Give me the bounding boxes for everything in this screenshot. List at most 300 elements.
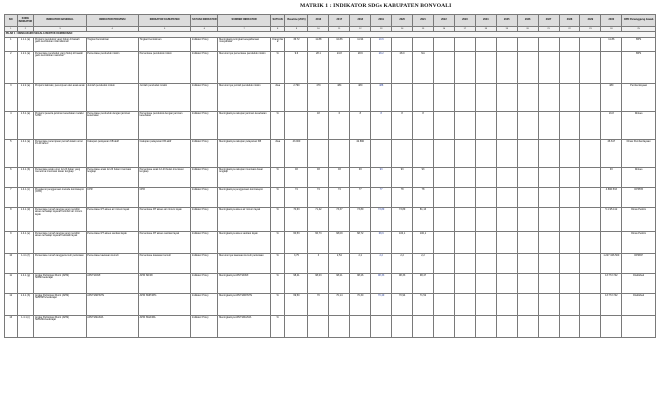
regency-indicator: Persentase RT akses sanitasi layak	[138, 232, 190, 254]
value-cell: 484	[329, 84, 350, 112]
indicator-source: Meningkatnya akses air minum layak	[218, 208, 270, 232]
value-cell: 2,2	[413, 254, 434, 274]
value-cell	[475, 38, 496, 52]
column-number: 3	[34, 27, 86, 32]
value-cell	[517, 316, 538, 338]
value-cell: 93	[371, 168, 392, 188]
column-header: 2030	[601, 15, 622, 27]
column-header: 2026	[517, 15, 538, 27]
national-indicator: Persentase rumah tangga kumuh perkotaan	[34, 254, 86, 274]
table-row	[5, 232, 656, 254]
value-cell	[580, 188, 601, 208]
national-indicator: Persentase perempuan pernah kawin umur 15-49 tahun	[34, 140, 86, 168]
value-cell	[454, 274, 475, 294]
value-cell	[496, 168, 517, 188]
value-cell	[454, 112, 475, 140]
value-cell	[392, 316, 413, 338]
value-cell	[538, 112, 559, 140]
value-cell	[538, 84, 559, 112]
table-row	[5, 84, 656, 112]
indicator-unit: Indikator Proxy	[191, 188, 218, 208]
value-cell	[580, 316, 601, 338]
value-cell: 13.772.742	[601, 294, 622, 316]
value-cell: 77	[371, 188, 392, 208]
value-cell	[517, 274, 538, 294]
responsible-agency: Disdikbud	[622, 274, 656, 294]
column-number: 20	[517, 27, 538, 32]
value-cell	[559, 168, 580, 188]
value-cell	[475, 84, 496, 112]
value-cell	[475, 208, 496, 232]
value-cell	[496, 316, 517, 338]
table-row	[5, 274, 656, 294]
value-cell: 8	[392, 112, 413, 140]
value-cell	[559, 52, 580, 84]
value-cell: 13.772.742	[601, 274, 622, 294]
value-cell	[538, 294, 559, 316]
value-cell	[538, 188, 559, 208]
province-indicator: APM SMA/MA	[86, 316, 138, 338]
value-cell	[433, 294, 454, 316]
value-cell	[559, 232, 580, 254]
responsible-agency: Pemberdayaan	[622, 84, 656, 112]
value-cell	[475, 316, 496, 338]
value-cell	[559, 112, 580, 140]
indicator-unit: Indikator Proxy	[191, 140, 218, 168]
column-number: 2	[17, 27, 34, 32]
value-cell: 98,41	[285, 274, 308, 294]
unit-value: %	[270, 188, 285, 208]
value-cell	[559, 84, 580, 112]
value-cell	[559, 140, 580, 168]
column-number: 7	[218, 27, 270, 32]
table-row	[5, 140, 656, 168]
indicator-unit: Indikator Proxy	[191, 232, 218, 254]
value-cell: 2,2	[350, 254, 371, 274]
value-cell: 81,13	[413, 208, 434, 232]
column-header: NO	[5, 15, 18, 27]
value-cell	[433, 140, 454, 168]
value-cell	[371, 140, 392, 168]
indicator-code: 1.2.2.(a)	[17, 84, 34, 112]
value-cell	[433, 38, 454, 52]
value-cell	[454, 208, 475, 232]
responsible-agency: Dinkes	[622, 168, 656, 188]
column-header: SATUAN	[270, 15, 285, 27]
indicator-code: 1.4.1.(g)	[17, 274, 34, 294]
value-cell: 24.8	[329, 52, 350, 84]
responsible-agency: BPS	[622, 52, 656, 84]
responsible-agency: Dinas Perkim	[622, 232, 656, 254]
value-cell: 3	[308, 254, 329, 274]
column-header: 2029	[580, 15, 601, 27]
national-indicator: Proporsi penduduk yang hidup di bawah garis kemiskinan internasional	[34, 38, 86, 52]
indicator-source: Menurunnya jumlah penduduk miskin	[218, 84, 270, 112]
value-cell: 98,33	[371, 274, 392, 294]
value-cell: 46.617	[601, 140, 622, 168]
responsible-agency: DPRKP	[622, 254, 656, 274]
section-title: PILAR 1 : MENGAKHIRI SEGALA BENTUK KEMISKINAN	[5, 32, 656, 38]
value-cell: 3,75	[285, 254, 308, 274]
indicator-source: Meningkatnya cakupan imunisasi dasar lengkap	[218, 168, 270, 188]
table-row	[5, 254, 656, 274]
national-indicator: Proporsi laki-laki, perempuan dan anak-anak	[34, 84, 86, 112]
value-cell	[475, 188, 496, 208]
column-header: 2028	[559, 15, 580, 27]
value-cell	[496, 188, 517, 208]
value-cell: 9.6	[285, 52, 308, 84]
indicator-code: 1.4.1.(i)	[17, 316, 34, 338]
unit-value: %	[270, 232, 285, 254]
province-indicator: Persentase RT akses sanitasi layak	[86, 232, 138, 254]
value-cell	[413, 140, 434, 168]
value-cell	[517, 38, 538, 52]
responsible-agency	[622, 316, 656, 338]
indicator-code: 1.4.1.(f)	[17, 254, 34, 274]
column-number: 19	[496, 27, 517, 32]
value-cell	[538, 140, 559, 168]
row-number: 9	[5, 232, 18, 254]
table-row	[5, 38, 656, 52]
value-cell	[433, 208, 454, 232]
column-header: SUMBER INDIKATOR	[218, 15, 270, 27]
value-cell	[496, 294, 517, 316]
province-indicator: APM SD/MI	[86, 274, 138, 294]
value-cell	[517, 140, 538, 168]
value-cell	[580, 112, 601, 140]
value-cell	[433, 168, 454, 188]
value-cell: 10.6	[371, 38, 392, 52]
indicator-code: 1.4.1.(b)	[17, 168, 34, 188]
province-indicator: CPR	[86, 188, 138, 208]
value-cell: 2,2	[392, 254, 413, 274]
value-cell	[454, 294, 475, 316]
row-number: 1	[5, 38, 18, 52]
national-indicator: Angka Partisipasi Murni (APM) SMP/MTs/sederajat	[34, 294, 86, 316]
column-header: 2020	[392, 15, 413, 27]
value-cell: 5.1.95.412	[601, 208, 622, 232]
value-cell: 98,21	[329, 274, 350, 294]
responsible-agency: Dinas Perkim	[622, 208, 656, 232]
value-cell: 10.86	[329, 38, 350, 52]
value-cell: 28.9	[350, 52, 371, 84]
value-cell	[433, 112, 454, 140]
value-cell	[454, 52, 475, 84]
table-row	[5, 112, 656, 140]
value-cell	[475, 168, 496, 188]
indicator-source: Meningkatnya APM SMA/MA	[218, 316, 270, 338]
value-cell: 66,73	[308, 232, 329, 254]
value-cell: 74	[285, 188, 308, 208]
column-header: Baseline (2015)	[285, 15, 308, 27]
indicator-code: 1.4.1.(d)	[17, 208, 34, 232]
indicator-unit: Indikator Proxy	[191, 274, 218, 294]
column-number: 21	[538, 27, 559, 32]
value-cell	[285, 316, 308, 338]
column-number: 8	[270, 27, 285, 32]
row-number: 5	[5, 140, 18, 168]
unit-value: %	[270, 294, 285, 316]
value-cell	[496, 112, 517, 140]
value-cell	[285, 112, 308, 140]
value-cell: 480	[350, 84, 371, 112]
row-number: 12	[5, 294, 18, 316]
responsible-agency: Dinas Pemberdayaan	[622, 140, 656, 168]
value-cell: 6	[329, 112, 350, 140]
value-cell	[559, 38, 580, 52]
value-cell: 93	[308, 168, 329, 188]
value-cell	[517, 52, 538, 84]
table-row	[5, 208, 656, 232]
value-cell	[517, 188, 538, 208]
regency-indicator: Persentase penduduk miskin	[138, 52, 190, 84]
value-cell	[517, 168, 538, 188]
regency-indicator: Cakupan pelayanan KB aktif	[138, 140, 190, 168]
value-cell: 100,1	[392, 232, 413, 254]
value-cell	[517, 84, 538, 112]
unit-value: %	[270, 168, 285, 188]
value-cell	[454, 316, 475, 338]
value-cell	[413, 38, 434, 52]
value-cell	[496, 140, 517, 168]
row-number: 11	[5, 274, 18, 294]
column-number: 5	[138, 27, 190, 32]
value-cell	[350, 316, 371, 338]
regency-indicator: Persentase penduduk dengan jaminan kesehatan	[138, 112, 190, 140]
indicator-code: 1.4.1.(e)	[17, 232, 34, 254]
value-cell	[475, 112, 496, 140]
value-cell	[580, 140, 601, 168]
row-number: 13	[5, 316, 18, 338]
indicator-unit: Indikator Proxy	[191, 38, 218, 52]
unit-value: %	[270, 208, 285, 232]
value-cell: 4.896.533	[601, 188, 622, 208]
column-header: INDIKATOR NASIONAL	[34, 15, 86, 27]
value-cell: 11.86	[601, 38, 622, 52]
value-cell	[329, 316, 350, 338]
row-number: 3	[5, 84, 18, 112]
column-number: 10	[308, 27, 329, 32]
value-cell: 11.88	[308, 38, 329, 52]
value-cell	[517, 254, 538, 274]
table-header-row	[5, 15, 656, 27]
value-cell	[413, 84, 434, 112]
table-row	[5, 52, 656, 84]
indicator-unit: Indikator Proxy	[191, 254, 218, 274]
value-cell: 69,50	[285, 294, 308, 316]
value-cell: 16.8	[601, 112, 622, 140]
value-cell: 70	[308, 294, 329, 316]
column-number: 16	[433, 27, 454, 32]
value-cell	[433, 84, 454, 112]
value-cell: 93	[329, 168, 350, 188]
row-number: 10	[5, 254, 18, 274]
province-indicator: Persentase kawasan kumuh	[86, 254, 138, 274]
column-header: 2024	[475, 15, 496, 27]
value-cell: 74	[329, 188, 350, 208]
column-header: SATUAN INDIKATOR	[191, 15, 218, 27]
value-cell: 70,30	[350, 294, 371, 316]
value-cell	[433, 274, 454, 294]
value-cell	[517, 112, 538, 140]
value-cell	[517, 232, 538, 254]
value-cell	[538, 208, 559, 232]
value-cell	[559, 188, 580, 208]
indicator-source: Meningkatnya tingkat kesejahteraan masyarakat	[218, 38, 270, 52]
value-cell	[433, 316, 454, 338]
value-cell: 488	[371, 84, 392, 112]
table-row	[5, 168, 656, 188]
value-cell	[580, 294, 601, 316]
province-indicator: Jumlah penduduk miskin	[86, 84, 138, 112]
regency-indicator: Persentase kawasan kumuh	[138, 254, 190, 274]
value-cell	[496, 52, 517, 84]
value-cell	[496, 232, 517, 254]
indicator-code: 1.4.1.(c)	[17, 188, 34, 208]
column-header: 2019	[371, 15, 392, 27]
value-cell	[433, 188, 454, 208]
column-header: 2021	[413, 15, 434, 27]
value-cell	[601, 52, 622, 84]
regency-indicator: APM SD/MI	[138, 274, 190, 294]
indicator-unit: Indikator Proxy	[191, 208, 218, 232]
value-cell: 73,89	[350, 208, 371, 232]
value-cell	[580, 168, 601, 188]
province-indicator: Persentase penduduk dengan jaminan kesehatan	[86, 112, 138, 140]
column-number: 1	[5, 27, 18, 32]
value-cell: 70,63	[285, 208, 308, 232]
value-cell	[580, 208, 601, 232]
indicator-code: 1.4.1.(h)	[17, 294, 34, 316]
unit-value: Orang/Jiwa	[270, 38, 285, 52]
column-number: 25	[622, 27, 656, 32]
province-indicator: APM SMP/MTs	[86, 294, 138, 316]
province-indicator: Tingkat Kemiskinan	[86, 38, 138, 52]
table-row	[5, 294, 656, 316]
value-cell	[454, 232, 475, 254]
unit-value: %	[270, 254, 285, 274]
column-header: OPD Penanggung Jawab	[622, 15, 656, 27]
national-indicator: Persentase anak umur 12-23 bulan yang menerima imunisasi dasar lengkap	[34, 168, 86, 188]
value-cell	[433, 232, 454, 254]
value-cell	[454, 140, 475, 168]
value-cell: 2.790	[285, 84, 308, 112]
value-cell	[580, 52, 601, 84]
province-indicator: Persentase penduduk miskin	[86, 52, 138, 84]
value-cell	[308, 140, 329, 168]
value-cell	[517, 208, 538, 232]
column-number: 14	[392, 27, 413, 32]
indicator-source: Menurunnya kawasan kumuh perkotaan	[218, 254, 270, 274]
row-number: 2	[5, 52, 18, 84]
value-cell: 28.2	[371, 52, 392, 84]
column-number: 22	[559, 27, 580, 32]
row-number: 4	[5, 112, 18, 140]
value-cell	[454, 38, 475, 52]
table-row	[5, 316, 656, 338]
national-indicator: Persentase penduduk yang hidup di bawah garis kemiskinan nasional	[34, 52, 86, 84]
value-cell	[538, 38, 559, 52]
value-cell: 73,37	[329, 208, 350, 232]
value-cell: 28.0	[392, 52, 413, 84]
value-cell: 42.890	[350, 140, 371, 168]
regency-indicator: Jumlah penduduk miskin	[138, 84, 190, 112]
column-number: 9	[285, 27, 308, 32]
value-cell: 11.94	[350, 38, 371, 52]
column-number: 12	[350, 27, 371, 32]
unit-value: Jiwa	[270, 140, 285, 168]
responsible-agency: Dinkes	[622, 112, 656, 140]
national-indicator: Proporsi peserta jaminan kesehatan melalui SJSN	[34, 112, 86, 140]
value-cell	[559, 316, 580, 338]
indicator-source: Meningkatnya cakupan jaminan kesehatan	[218, 112, 270, 140]
column-header: 2017	[329, 15, 350, 27]
national-indicator: Angka Partisipasi Murni (APM) SMA/MA/sederajat	[34, 316, 86, 338]
regency-indicator: Tingkat Kemiskinan	[138, 38, 190, 52]
value-cell: 70,94	[392, 294, 413, 316]
column-number: 15	[413, 27, 434, 32]
province-indicator: Cakupan pelayanan KB aktif	[86, 140, 138, 168]
value-cell: 74	[308, 188, 329, 208]
indicator-source: Meningkatnya cakupan pelayanan KB	[218, 140, 270, 168]
indicator-unit: Indikator Proxy	[191, 84, 218, 112]
column-number: 18	[475, 27, 496, 32]
indicator-unit: Indikator Proxy	[191, 52, 218, 84]
value-cell	[559, 274, 580, 294]
value-cell	[454, 168, 475, 188]
value-cell: 43.000	[285, 140, 308, 168]
indicator-source: Meningkatnya APM SD/MI	[218, 274, 270, 294]
value-cell: 480	[601, 84, 622, 112]
value-cell	[601, 232, 622, 254]
value-cell: 93	[413, 168, 434, 188]
indicator-source: Meningkatnya APM SMP/MTs	[218, 294, 270, 316]
indicator-code: 1.2.1.(a)	[17, 52, 34, 84]
value-cell: 93	[601, 168, 622, 188]
value-cell: 68,72	[350, 232, 371, 254]
unit-value: %	[270, 316, 285, 338]
value-cell	[580, 232, 601, 254]
value-cell: 98,03	[308, 274, 329, 294]
value-cell: 78	[392, 188, 413, 208]
value-cell	[454, 188, 475, 208]
regency-indicator: Persentase RT akses air minum layak	[138, 208, 190, 232]
value-cell	[538, 232, 559, 254]
value-cell	[475, 274, 496, 294]
table-row	[5, 188, 656, 208]
value-cell: 18	[308, 112, 329, 140]
column-header: INDIKATOR PROVINSI	[86, 15, 138, 27]
column-number: 24	[601, 27, 622, 32]
responsible-agency: DPPKB	[622, 188, 656, 208]
value-cell	[496, 38, 517, 52]
value-cell	[559, 254, 580, 274]
value-cell	[538, 316, 559, 338]
value-cell	[308, 316, 329, 338]
value-cell	[475, 140, 496, 168]
value-cell	[454, 254, 475, 274]
value-cell	[475, 232, 496, 254]
value-cell	[475, 254, 496, 274]
column-number: 13	[371, 27, 392, 32]
province-indicator: Persentase anak 12-23 bulan imunisasi lengkap	[86, 168, 138, 188]
value-cell: 100,1	[413, 232, 434, 254]
indicator-unit: Indikator Proxy	[191, 294, 218, 316]
value-cell	[475, 52, 496, 84]
value-cell: 78	[413, 188, 434, 208]
indicator-code: 1.4.1.(a)	[17, 140, 34, 168]
column-header: 2027	[538, 15, 559, 27]
